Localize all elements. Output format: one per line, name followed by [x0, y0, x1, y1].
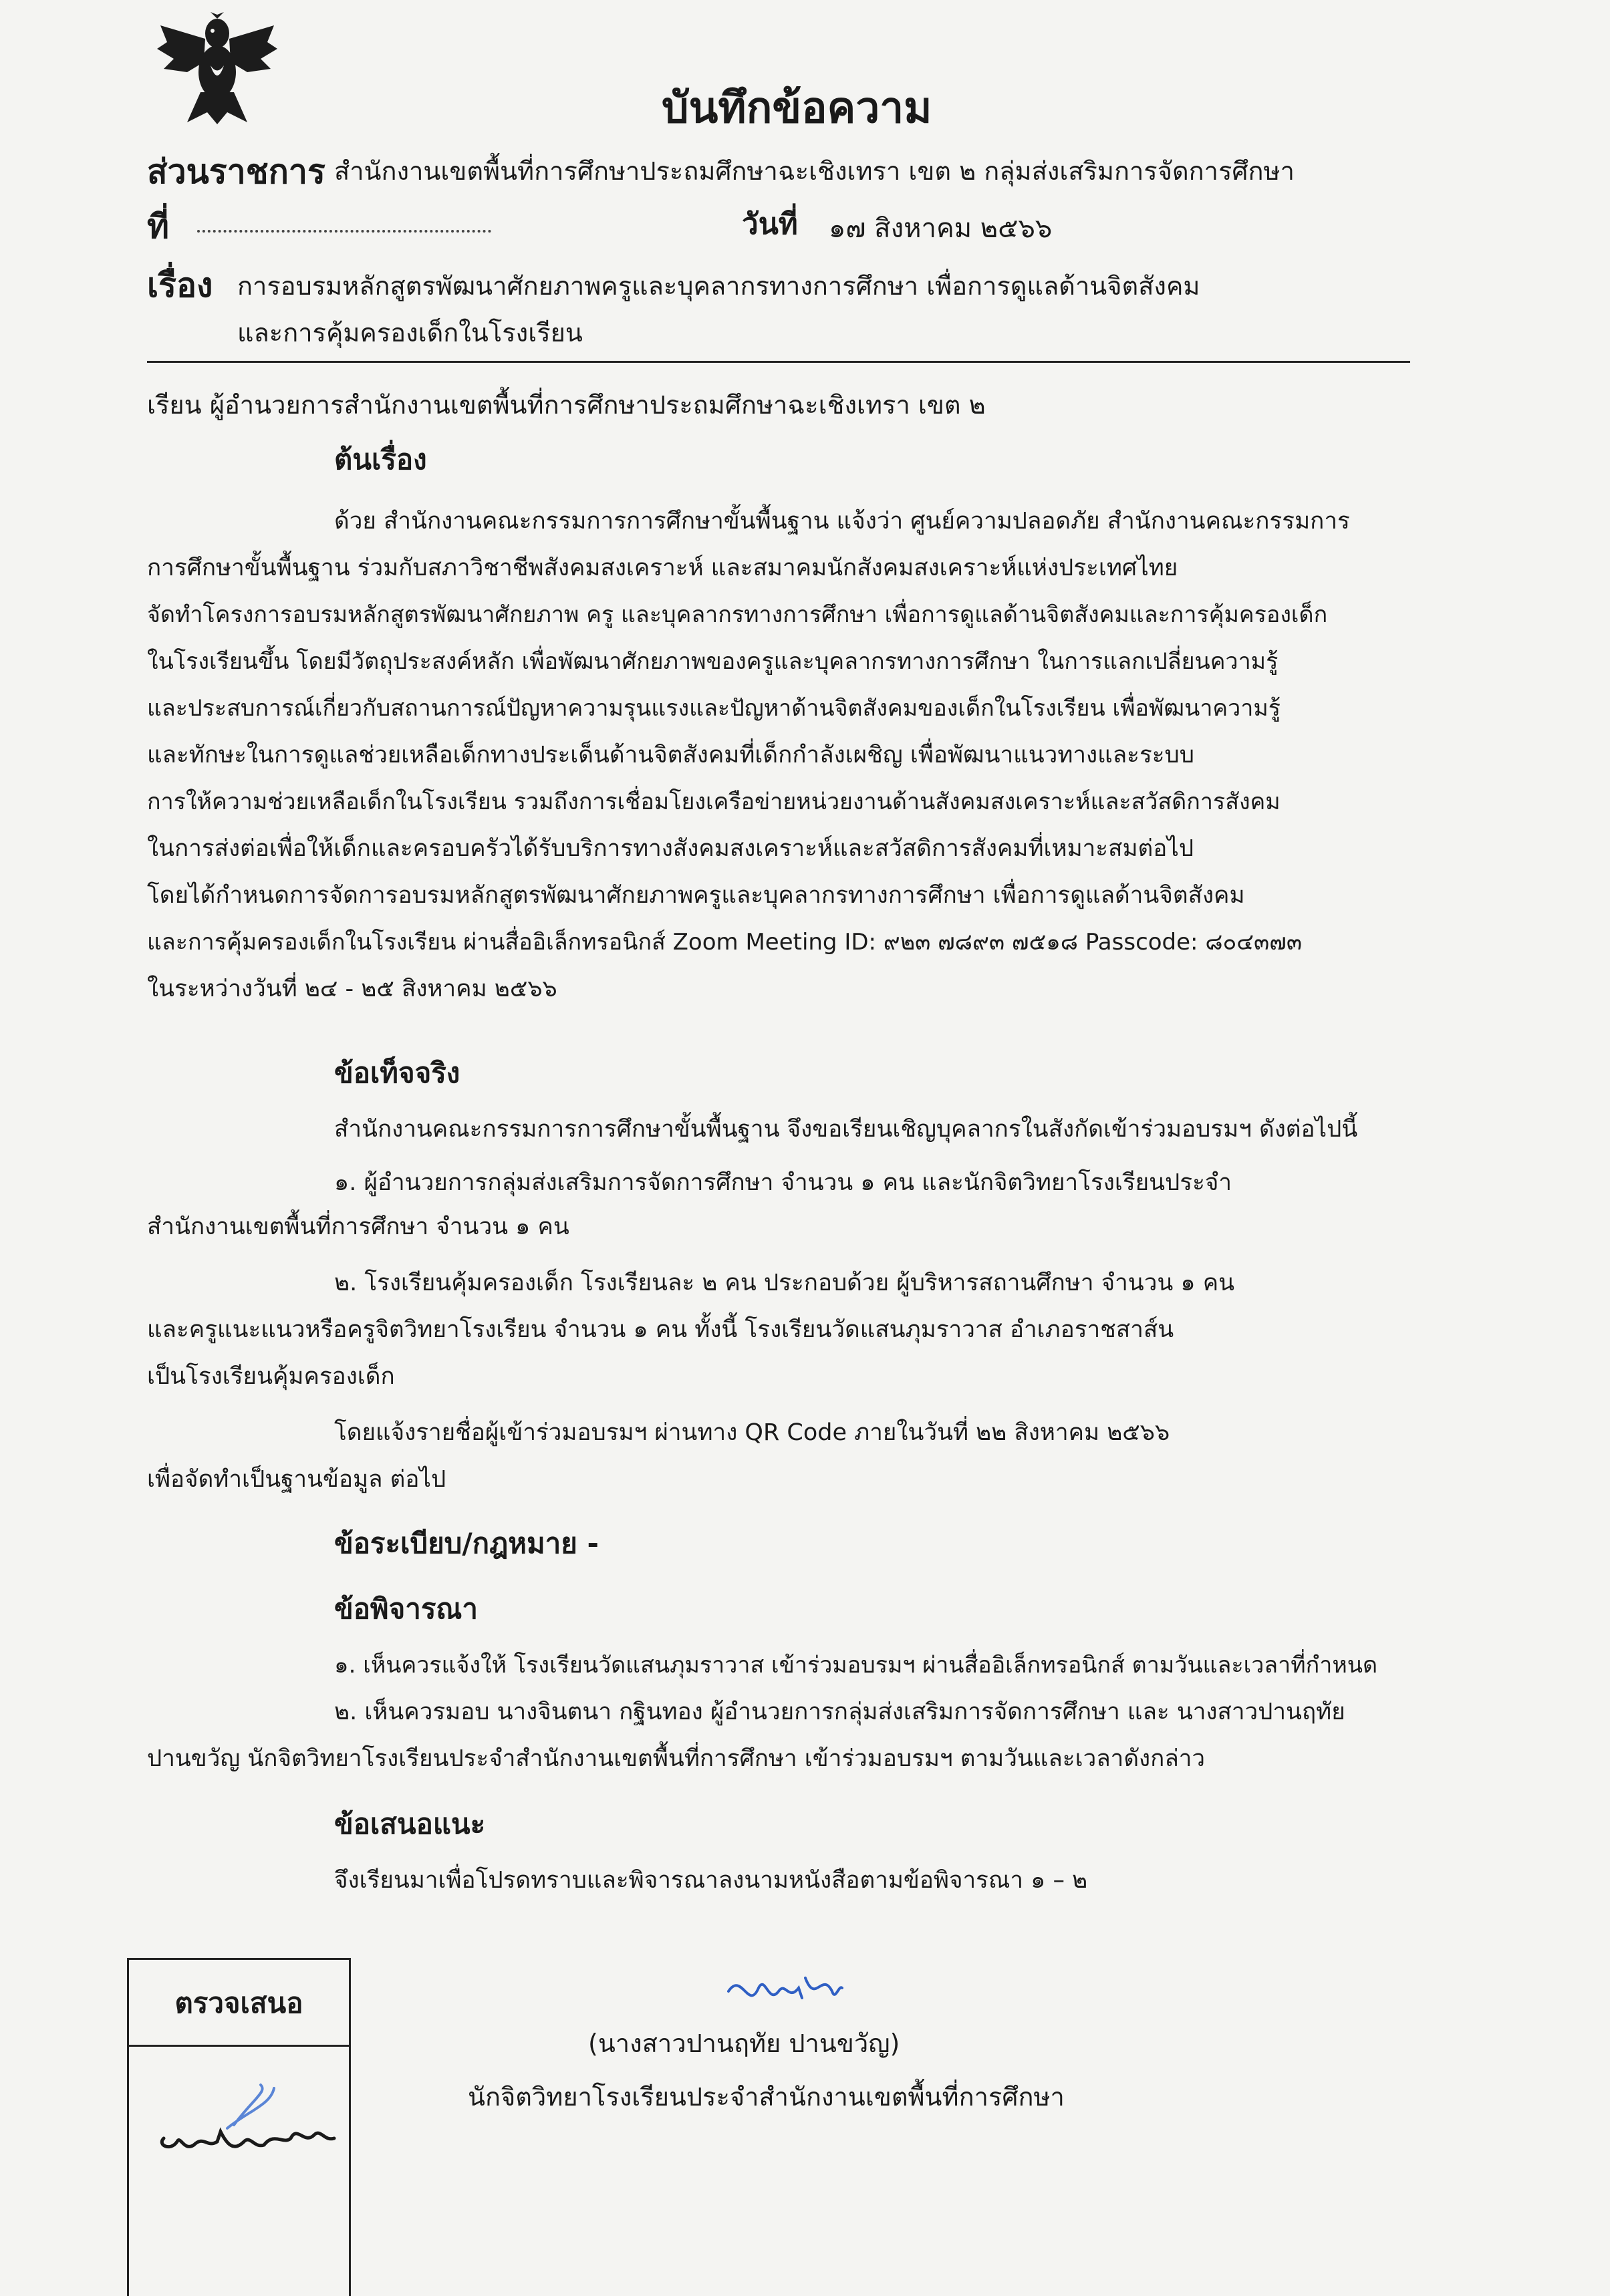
review-box-heading: ตรวจเสนอ	[174, 1987, 303, 2019]
review-box-divider	[127, 2045, 351, 2047]
background-line: ในระหว่างวันที่ ๒๔ - ๒๕ สิงหาคม ๒๕๖๖	[147, 976, 557, 1002]
background-line: ในโรงเรียนขึ้น โดยมีวัตถุประสงค์หลัก เพื่อพัฒนาศักยภาพของครูและบุคลากรทางการศึกษา ในการแลกเปลี่ยนความรู้	[147, 648, 1279, 675]
date-value: ๑๗ สิงหาคม ๒๕๖๖	[829, 213, 1053, 244]
facts-line: ๑. ผู้อำนวยการกลุ่มส่งเสริมการจัดการศึกษา จำนวน ๑ คน และนักจิตวิทยาโรงเรียนประจำ	[334, 1169, 1232, 1196]
background-line: และทักษะในการดูแลช่วยเหลือเด็กทางประเด็นด้านจิตสังคมที่เด็กกำลังเผชิญ เพื่อพัฒนาแนวทางและระบบ	[147, 742, 1194, 768]
date-label: วันที่	[742, 207, 798, 241]
recommendation-heading: ข้อเสนอแนะ	[334, 1808, 486, 1840]
considerations-heading: ข้อพิจารณา	[334, 1592, 478, 1625]
background-line: จัดทำโครงการอบรมหลักสูตรพัฒนาศักยภาพ ครู และบุคลากรทางการศึกษา เพื่อการดูแลด้านจิตสังคมและการคุ้มครองเด็ก	[147, 601, 1328, 628]
considerations-line: ๑. เห็นควรแจ้งให้ โรงเรียนวัดแสนภุมราวาส เข้าร่วมอบรมฯ ผ่านสื่ออิเล็กทรอนิกส์ ตามวันและเวลาที่กำหนด	[334, 1652, 1378, 1679]
facts-line: และครูแนะแนวหรือครูจิตวิทยาโรงเรียน จำนวน ๑ คน ทั้งนี้ โรงเรียนวัดแสนภุมราวาส อำเภอราชสาส์น	[147, 1316, 1174, 1343]
regulations-heading: ข้อระเบียบ/กฎหมาย -	[334, 1527, 599, 1560]
facts-line: สำนักงานเขตพื้นที่การศึกษา จำนวน ๑ คน	[147, 1213, 569, 1240]
background-heading: ต้นเรื่อง	[334, 443, 427, 476]
facts-line: สำนักงานคณะกรรมการการศึกษาขั้นพื้นฐาน จึงขอเรียนเชิญบุคลากรในสังกัดเข้าร่วมอบรมฯ ดังต่อไปนี้	[334, 1116, 1358, 1143]
reference-blank	[197, 230, 491, 233]
facts-line: เป็นโรงเรียนคุ้มครองเด็ก	[147, 1363, 395, 1390]
background-line: ในการส่งต่อเพื่อให้เด็กและครอบครัวได้รับบริการทางสังคมสงเคราะห์และสวัสดิการสังคมที่เหมาะสมต่อไป	[147, 835, 1194, 862]
signer-name: (นางสาวปานฤทัย ปานขวัญ)	[588, 2029, 900, 2058]
background-line: การให้ความช่วยเหลือเด็กในโรงเรียน รวมถึงการเชื่อมโยงเครือข่ายหน่วยงานด้านสังคมสงเคราะห์และสวัสดิการสังคม	[147, 788, 1281, 815]
background-line: ด้วย สำนักงานคณะกรรมการการศึกษาขั้นพื้นฐาน แจ้งว่า ศูนย์ความปลอดภัย สำนักงานคณะกรรมการ	[334, 508, 1350, 535]
agency-value: สำนักงานเขตพื้นที่การศึกษาประถมศึกษาฉะเชิงเทรา เขต ๒ กลุ่มส่งเสริมการจัดการศึกษา	[334, 156, 1295, 186]
garuda-emblem-icon	[154, 12, 281, 126]
considerations-line: ปานขวัญ นักจิตวิทยาโรงเรียนประจำสำนักงานเขตพื้นที่การศึกษา เข้าร่วมอบรมฯ ตามวันและเวลาดังกล่าว	[147, 1745, 1206, 1772]
signer-position: นักจิตวิทยาโรงเรียนประจำสำนักงานเขตพื้นที่การศึกษา	[468, 2082, 1065, 2112]
signature-scribble	[722, 1965, 849, 2025]
document-title: บันทึกข้อความ	[662, 84, 932, 133]
subject-line-2: และการคุ้มครองเด็กในโรงเรียน	[237, 318, 583, 347]
reviewer-signature-scribble	[154, 2078, 348, 2172]
background-line: และการคุ้มครองเด็กในโรงเรียน ผ่านสื่ออิเล็กทรอนิกส์ Zoom Meeting ID: ๙๒๓ ๗๘๙๓ ๗๕๑๘ Passcode: ๘๐๔๓๗๓	[147, 929, 1303, 956]
reference-label: ที่	[147, 207, 169, 246]
considerations-line: ๒. เห็นควรมอบ นางจินตนา กฐินทอง ผู้อำนวยการกลุ่มส่งเสริมการจัดการศึกษา และ นางสาวปานฤทัย	[334, 1699, 1345, 1725]
salutation: เรียน ผู้อำนวยการสำนักงานเขตพื้นที่การศึกษาประถมศึกษาฉะเชิงเทรา เขต ๒	[147, 390, 986, 420]
background-line: การศึกษาขั้นพื้นฐาน ร่วมกับสภาวิชาชีพสังคมสงเคราะห์ และสมาคมนักสังคมสงเคราะห์แห่งประเทศไทย	[147, 555, 1178, 581]
facts-line: เพื่อจัดทำเป็นฐานข้อมูล ต่อไป	[147, 1466, 446, 1493]
facts-line: โดยแจ้งรายชื่อผู้เข้าร่วมอบรมฯ ผ่านทาง QR Code ภายในวันที่ ๒๒ สิงหาคม ๒๕๖๖	[334, 1419, 1170, 1446]
subject-label: เรื่อง	[147, 266, 213, 305]
background-line: และประสบการณ์เกี่ยวกับสถานการณ์ปัญหาความรุนแรงและปัญหาด้านจิตสังคมของเด็กในโรงเรียน เพื่อพัฒนาความรู้	[147, 695, 1281, 722]
header-divider	[147, 361, 1410, 363]
agency-label: ส่วนราชการ	[147, 152, 325, 191]
subject-line-1: การอบรมหลักสูตรพัฒนาศักยภาพครูและบุคลากรทางการศึกษา เพื่อการดูแลด้านจิตสังคม	[237, 271, 1200, 301]
recommendation-line: จึงเรียนมาเพื่อโปรดทราบและพิจารณาลงนามหนังสือตามข้อพิจารณา ๑ – ๒	[334, 1867, 1088, 1894]
facts-heading: ข้อเท็จจริง	[334, 1056, 460, 1089]
background-line: โดยได้กำหนดการจัดการอบรมหลักสูตรพัฒนาศักยภาพครูและบุคลากรทางการศึกษา เพื่อการดูแลด้านจิตสังคม	[147, 882, 1245, 909]
facts-line: ๒. โรงเรียนคุ้มครองเด็ก โรงเรียนละ ๒ คน ประกอบด้วย ผู้บริหารสถานศึกษา จำนวน ๑ คน	[334, 1270, 1235, 1296]
